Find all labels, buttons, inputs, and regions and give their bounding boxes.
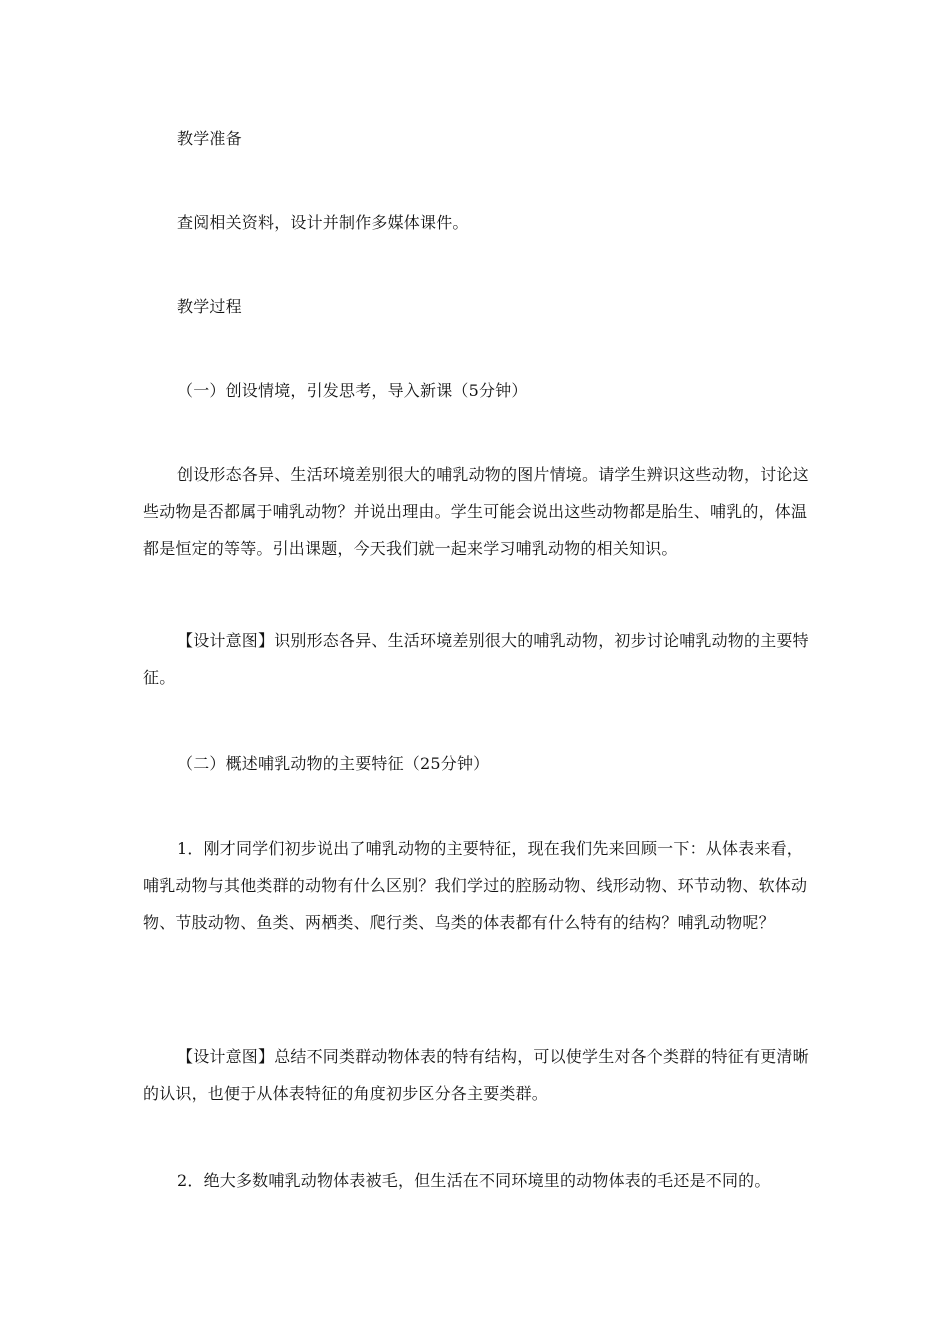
paragraph-design-intent-2: 【设计意图】总结不同类群动物体表的特有结构，可以使学生对各个类群的特征有更清晰的认识，也便于从体表特征的角度初步区分各主要类群。 (143, 1047, 809, 1103)
paragraph-scenario: 创设形态各异、生活环境差别很大的哺乳动物的图片情境。请学生辨识这些动物，讨论这些动物是否都属于哺乳动物？并说出理由。学生可能会说出这些动物都是胎生、哺乳的，体温都是恒定的等等。引出课题，今天我们就一起来学习哺乳动物的相关知识。 (143, 465, 809, 558)
paragraph-design-intent-1: 【设计意图】识别形态各异、生活环境差别很大的哺乳动物，初步讨论哺乳动物的主要特征。 (143, 631, 809, 687)
section-heading-2: （二）概述哺乳动物的主要特征（25分钟） (177, 754, 490, 773)
heading-teaching-process: 教学过程 (177, 297, 242, 316)
paragraph-item-1: 1．刚才同学们初步说出了哺乳动物的主要特征，现在我们先来回顾一下：从体表来看，哺乳动物与其他类群的动物有什么区别？我们学过的腔肠动物、线形动物、环节动物、软体动物、节肢动物、鱼类、两栖类、爬行类、鸟类的体表都有什么特有的结构？哺乳动物呢？ (143, 839, 808, 932)
paragraph-preparation-content: 查阅相关资料，设计并制作多媒体课件。 (177, 213, 469, 232)
section-heading-1: （一）创设情境，引发思考，导入新课（5分钟） (177, 381, 528, 400)
paragraph-item-2: 2．绝大多数哺乳动物体表被毛，但生活在不同环境里的动物体表的毛还是不同的。 (177, 1171, 771, 1190)
heading-teaching-preparation: 教学准备 (177, 129, 242, 148)
